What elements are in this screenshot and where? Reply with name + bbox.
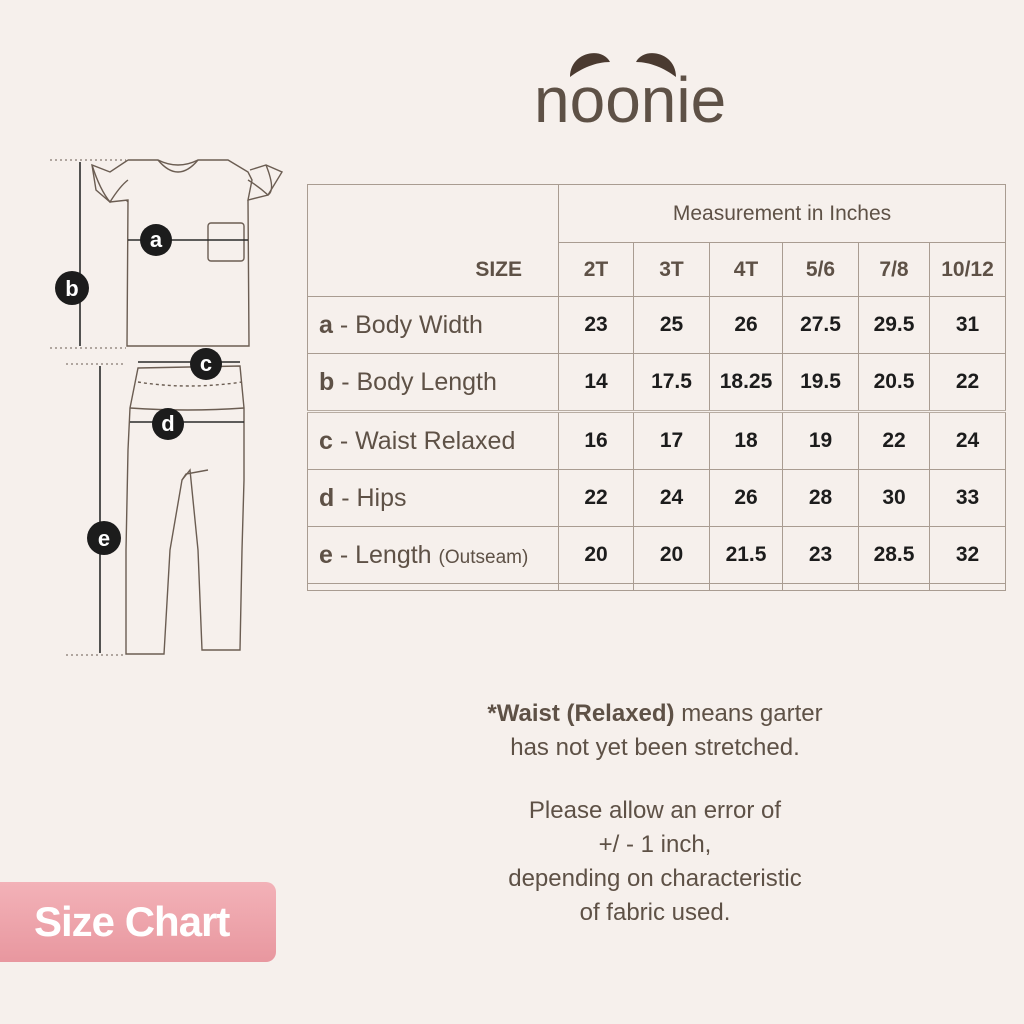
svg-text:c: c: [199, 351, 213, 376]
table-cell: 22: [930, 354, 1006, 412]
row-label: e - Length (Outseam): [308, 527, 559, 584]
noonie-logo: [530, 40, 790, 140]
table-cell: 28.5: [859, 527, 930, 584]
size-chart-badge: [0, 882, 276, 962]
table-row: [308, 412, 1006, 470]
row-label: a - Body Width: [308, 297, 559, 354]
error-note: [420, 794, 890, 930]
error-note-line: of fabric used.: [579, 899, 731, 926]
svg-text:e: e: [97, 526, 111, 551]
table-cell: 20.5: [859, 354, 930, 412]
error-note-line: +/ - 1 inch,: [598, 831, 712, 858]
error-note-line: depending on characteristic: [508, 865, 802, 892]
row-label: d - Hips: [308, 470, 559, 527]
table-cell: 14: [559, 354, 634, 412]
table-row: [308, 354, 1006, 412]
table-cell: 33: [930, 470, 1006, 527]
size-column-header: 4T: [710, 243, 783, 297]
svg-text:d: d: [161, 411, 175, 436]
size-table: [307, 184, 1006, 591]
waist-note: [420, 697, 890, 765]
table-cell: 19.5: [783, 354, 859, 412]
table-cell: 30: [859, 470, 930, 527]
table-cell: 26: [710, 470, 783, 527]
waist-note-rest: means garter: [674, 700, 823, 727]
table-cell: 20: [634, 527, 710, 584]
table-cell: 19: [783, 412, 859, 470]
size-column-header: 10/12: [930, 243, 1006, 297]
marker-d-icon: [152, 408, 184, 440]
table-row: [308, 527, 1006, 584]
brand-wordmark: noonie: [534, 64, 727, 136]
table-cell: 17.5: [634, 354, 710, 412]
table-cell: 22: [859, 412, 930, 470]
size-column-header: 7/8: [859, 243, 930, 297]
table-cell: 32: [930, 527, 1006, 584]
table-header-row: [308, 185, 1006, 243]
table-cell: 24: [634, 470, 710, 527]
size-column-header: 2T: [559, 243, 634, 297]
table-cell: 26: [710, 297, 783, 354]
table-cell: 29.5: [859, 297, 930, 354]
marker-c-icon: [190, 348, 222, 380]
table-cell: 28: [783, 470, 859, 527]
marker-e-icon: [87, 521, 121, 555]
table-row: [308, 297, 1006, 354]
table-cell: 18.25: [710, 354, 783, 412]
table-cell: 20: [559, 527, 634, 584]
table-row: [308, 470, 1006, 527]
table-cell: 21.5: [710, 527, 783, 584]
marker-a-icon: [140, 224, 172, 256]
table-cell: 17: [634, 412, 710, 470]
garment-illustration: [30, 150, 300, 670]
table-cell: 16: [559, 412, 634, 470]
svg-text:a: a: [149, 227, 163, 252]
table-cell: 24: [930, 412, 1006, 470]
size-column-header: 3T: [634, 243, 710, 297]
measurement-title: Measurement in Inches: [559, 185, 1006, 243]
row-label: b - Body Length: [308, 354, 559, 412]
table-cell: 23: [559, 297, 634, 354]
table-cell: 27.5: [783, 297, 859, 354]
table-cell: 31: [930, 297, 1006, 354]
pocket-outline: [208, 223, 244, 261]
size-column-header: 5/6: [783, 243, 859, 297]
table-cell: 23: [783, 527, 859, 584]
table-cell: 25: [634, 297, 710, 354]
error-note-line: Please allow an error of: [528, 797, 782, 824]
row-label: c - Waist Relaxed: [308, 412, 559, 470]
marker-b-icon: [55, 271, 89, 305]
size-heading: SIZE: [308, 185, 559, 297]
svg-text:b: b: [65, 276, 79, 301]
waist-note-line2: has not yet been stretched.: [510, 734, 800, 761]
table-cell: 18: [710, 412, 783, 470]
size-chart-label: Size Chart: [34, 898, 230, 945]
table-tail-row: [308, 584, 1006, 591]
waist-note-bold: *Waist (Relaxed): [487, 700, 675, 727]
table-cell: 22: [559, 470, 634, 527]
